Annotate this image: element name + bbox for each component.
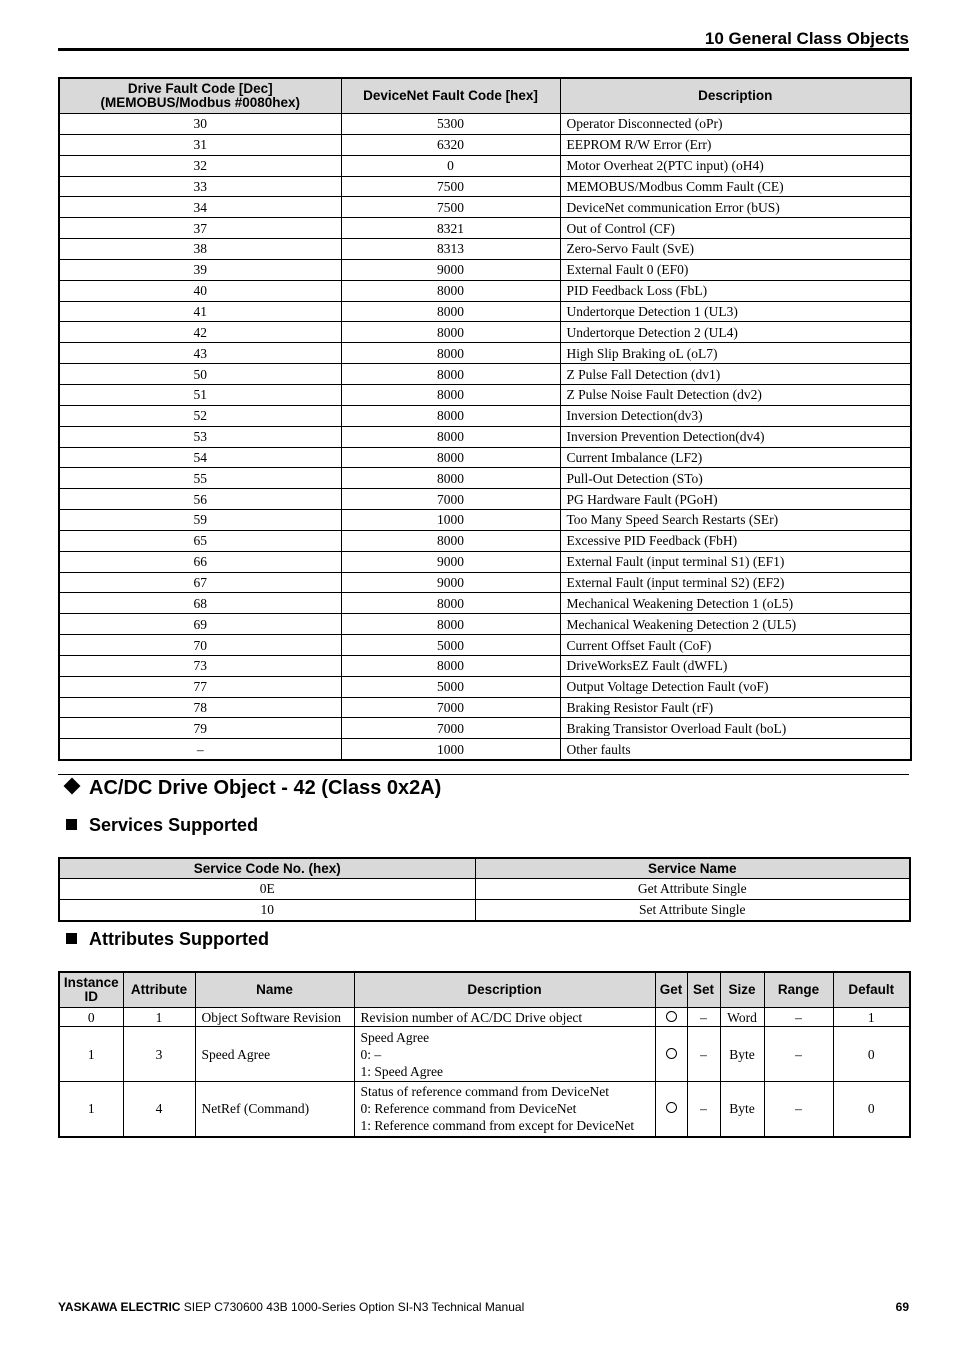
header-line-1: Instance <box>63 975 119 990</box>
description-cell: Too Many Speed Search Restarts (SEr) <box>560 510 911 531</box>
table-row <box>59 530 911 551</box>
devicenet-fault-code-cell: 7000 <box>341 718 560 739</box>
table-row <box>59 739 911 760</box>
drive-fault-code-cell: 77 <box>59 676 341 697</box>
table-row <box>59 114 911 135</box>
service-code-cell: 10 <box>59 900 475 922</box>
devicenet-fault-code-cell: 9000 <box>341 551 560 572</box>
attributes-heading <box>66 929 269 950</box>
table-row <box>59 635 911 656</box>
drive-fault-code-cell: 68 <box>59 593 341 614</box>
devicenet-fault-code-cell: 5000 <box>341 635 560 656</box>
devicenet-fault-code-cell: 8000 <box>341 530 560 551</box>
section-title: 10 General Class Objects <box>704 29 909 48</box>
description-cell: Mechanical Weakening Detection 1 (oL5) <box>560 593 911 614</box>
description-cell: EEPROM R/W Error (Err) <box>560 134 911 155</box>
description-line: 1: Reference command from except for DeviceNet <box>360 1118 635 1134</box>
description-cell: PID Feedback Loss (FbL) <box>560 280 911 301</box>
table-row <box>59 155 911 176</box>
section-heading-text: AC/DC Drive Object - 42 (Class 0x2A) <box>89 777 442 799</box>
table-row <box>59 614 911 635</box>
attribute-cell: 1 <box>123 1008 195 1027</box>
get-cell <box>655 1008 687 1027</box>
devicenet-fault-code-cell: 1000 <box>341 739 560 760</box>
description-cell: External Fault (input terminal S1) (EF1) <box>560 551 911 572</box>
table-row <box>59 593 911 614</box>
devicenet-fault-code-cell: 9000 <box>341 572 560 593</box>
name-cell: NetRef (Command) <box>195 1082 354 1137</box>
description-cell: Zero-Servo Fault (SvE) <box>560 239 911 260</box>
col-description: Description <box>354 972 655 1008</box>
table-row <box>59 405 911 426</box>
col-default: Default <box>833 972 910 1008</box>
devicenet-fault-code-cell: 8000 <box>341 614 560 635</box>
drive-fault-code-cell: 54 <box>59 447 341 468</box>
services-heading <box>66 815 258 836</box>
description-cell: External Fault 0 (EF0) <box>560 259 911 280</box>
services-heading-text: Services Supported <box>89 815 259 835</box>
drive-fault-code-cell: 69 <box>59 614 341 635</box>
size-cell: Word <box>720 1008 764 1027</box>
devicenet-fault-code-cell: 8000 <box>341 468 560 489</box>
description-cell: Braking Transistor Overload Fault (boL) <box>560 718 911 739</box>
services-table <box>58 857 911 922</box>
attributes-table <box>58 971 911 1138</box>
table-row <box>59 510 911 531</box>
devicenet-fault-code-cell: 7000 <box>341 489 560 510</box>
description-cell: Inversion Detection(dv3) <box>560 405 911 426</box>
footer-brand: YASKAWA ELECTRIC <box>58 1300 181 1314</box>
devicenet-fault-code-cell: 8000 <box>341 593 560 614</box>
description-cell: Pull-Out Detection (STo) <box>560 468 911 489</box>
instance-id-cell: 1 <box>59 1082 123 1137</box>
description-cell: Excessive PID Feedback (FbH) <box>560 530 911 551</box>
drive-fault-code-cell: – <box>59 739 341 760</box>
drive-fault-code-cell: 52 <box>59 405 341 426</box>
service-name-cell: Get Attribute Single <box>475 879 910 900</box>
devicenet-fault-code-cell: 8000 <box>341 280 560 301</box>
set-cell: – <box>687 1082 720 1137</box>
fault-code-table <box>58 77 912 761</box>
table-header-row <box>59 78 911 114</box>
devicenet-fault-code-cell: 8000 <box>341 426 560 447</box>
col-range: Range <box>764 972 833 1008</box>
drive-fault-code-cell: 41 <box>59 301 341 322</box>
description-line: 0: Reference command from DeviceNet <box>360 1101 577 1117</box>
drive-fault-code-cell: 66 <box>59 551 341 572</box>
table-row <box>59 426 911 447</box>
table-row <box>59 1008 910 1027</box>
table-row <box>59 384 911 405</box>
drive-fault-code-cell: 34 <box>59 197 341 218</box>
drive-fault-code-cell: 37 <box>59 218 341 239</box>
table-row <box>59 343 911 364</box>
get-cell <box>655 1027 687 1082</box>
col-size: Size <box>720 972 764 1008</box>
description-line: Speed Agree <box>360 1029 430 1045</box>
table-row <box>59 1027 910 1082</box>
description-line: 0: – <box>360 1046 382 1062</box>
set-cell: – <box>687 1008 720 1027</box>
default-cell: 0 <box>833 1027 910 1082</box>
square-bullet-icon <box>66 933 77 944</box>
devicenet-fault-code-cell: 8000 <box>341 447 560 468</box>
description-cell: Current Imbalance (LF2) <box>560 447 911 468</box>
devicenet-fault-code-cell: 1000 <box>341 510 560 531</box>
footer-doc-title: SIEP C730600 43B 1000-Series Option SI-N3 Technical Manual <box>180 1300 525 1314</box>
get-cell <box>655 1082 687 1137</box>
table-row <box>59 697 911 718</box>
attributes-heading-text: Attributes Supported <box>89 929 269 949</box>
section-rule <box>58 774 909 775</box>
col-service-code: Service Code No. (hex) <box>59 858 475 879</box>
devicenet-fault-code-cell: 5000 <box>341 676 560 697</box>
devicenet-fault-code-cell: 9000 <box>341 259 560 280</box>
name-cell: Object Software Revision <box>195 1008 354 1027</box>
drive-fault-code-cell: 32 <box>59 155 341 176</box>
table-row <box>59 551 911 572</box>
devicenet-fault-code-cell: 8000 <box>341 301 560 322</box>
description-cell: Motor Overheat 2(PTC input) (oH4) <box>560 155 911 176</box>
page-header <box>58 28 909 51</box>
service-code-cell: 0E <box>59 879 475 900</box>
circle-icon <box>666 1048 677 1059</box>
description-cell: Inversion Prevention Detection(dv4) <box>560 426 911 447</box>
table-row <box>59 879 910 900</box>
devicenet-fault-code-cell: 6320 <box>341 134 560 155</box>
default-cell: 1 <box>833 1008 910 1027</box>
default-cell: 0 <box>833 1082 910 1137</box>
table-row <box>59 134 911 155</box>
table-row <box>59 259 911 280</box>
description-cell <box>354 1082 655 1137</box>
drive-fault-code-cell: 39 <box>59 259 341 280</box>
drive-fault-code-cell: 79 <box>59 718 341 739</box>
col-attribute: Attribute <box>123 972 195 1008</box>
drive-fault-code-cell: 50 <box>59 364 341 385</box>
table-row <box>59 655 911 676</box>
description-cell: DeviceNet communication Error (bUS) <box>560 197 911 218</box>
table-row <box>59 489 911 510</box>
drive-fault-code-cell: 33 <box>59 176 341 197</box>
size-cell: Byte <box>720 1082 764 1137</box>
drive-fault-code-cell: 55 <box>59 468 341 489</box>
description-line: 1: Speed Agree <box>360 1063 443 1079</box>
drive-fault-code-cell: 59 <box>59 510 341 531</box>
col-service-name: Service Name <box>475 858 910 879</box>
devicenet-fault-code-cell: 8000 <box>341 405 560 426</box>
devicenet-fault-code-cell: 8000 <box>341 343 560 364</box>
header-line-1: Drive Fault Code [Dec] <box>127 81 273 96</box>
devicenet-fault-code-cell: 8000 <box>341 655 560 676</box>
description-cell: DriveWorksEZ Fault (dWFL) <box>560 655 911 676</box>
table-row <box>59 322 911 343</box>
description-cell: Mechanical Weakening Detection 2 (UL5) <box>560 614 911 635</box>
table-row <box>59 280 911 301</box>
col-devicenet-fault-code: DeviceNet Fault Code [hex] <box>341 78 560 114</box>
table-row <box>59 301 911 322</box>
table-header-row <box>59 972 910 1008</box>
description-cell: Undertorque Detection 1 (UL3) <box>560 301 911 322</box>
description-line: Status of reference command from DeviceNet <box>360 1084 610 1100</box>
description-cell: Out of Control (CF) <box>560 218 911 239</box>
drive-fault-code-cell: 38 <box>59 239 341 260</box>
description-cell: Z Pulse Noise Fault Detection (dv2) <box>560 384 911 405</box>
attribute-cell: 3 <box>123 1027 195 1082</box>
table-row <box>59 900 910 922</box>
header-line-2: ID <box>84 989 98 1004</box>
drive-fault-code-cell: 65 <box>59 530 341 551</box>
description-cell: PG Hardware Fault (PGoH) <box>560 489 911 510</box>
header-line-2: (MEMOBUS/Modbus #0080hex) <box>100 95 301 110</box>
devicenet-fault-code-cell: 8313 <box>341 239 560 260</box>
table-row <box>59 468 911 489</box>
drive-fault-code-cell: 67 <box>59 572 341 593</box>
description-cell: Output Voltage Detection Fault (voF) <box>560 676 911 697</box>
table-row <box>59 239 911 260</box>
description-cell: Current Offset Fault (CoF) <box>560 635 911 656</box>
drive-fault-code-cell: 70 <box>59 635 341 656</box>
set-cell: – <box>687 1027 720 1082</box>
col-name: Name <box>195 972 354 1008</box>
drive-fault-code-cell: 56 <box>59 489 341 510</box>
description-cell: Z Pulse Fall Detection (dv1) <box>560 364 911 385</box>
col-drive-fault-code <box>59 78 341 114</box>
devicenet-fault-code-cell: 8000 <box>341 364 560 385</box>
devicenet-fault-code-cell: 7000 <box>341 697 560 718</box>
description-cell: MEMOBUS/Modbus Comm Fault (CE) <box>560 176 911 197</box>
page-footer <box>58 1300 909 1314</box>
col-get: Get <box>655 972 687 1008</box>
table-row <box>59 218 911 239</box>
description-cell: Other faults <box>560 739 911 760</box>
circle-icon <box>666 1102 677 1113</box>
drive-fault-code-cell: 30 <box>59 114 341 135</box>
name-cell: Speed Agree <box>195 1027 354 1082</box>
devicenet-fault-code-cell: 0 <box>341 155 560 176</box>
section-heading <box>62 777 441 800</box>
page-number: 69 <box>895 1300 909 1314</box>
range-cell: – <box>764 1082 833 1137</box>
table-row <box>59 197 911 218</box>
devicenet-fault-code-cell: 5300 <box>341 114 560 135</box>
diamond-bullet-icon <box>64 778 81 795</box>
col-instance-id <box>59 972 123 1008</box>
drive-fault-code-cell: 43 <box>59 343 341 364</box>
table-row <box>59 447 911 468</box>
devicenet-fault-code-cell: 7500 <box>341 197 560 218</box>
service-name-cell: Set Attribute Single <box>475 900 910 922</box>
table-row <box>59 572 911 593</box>
drive-fault-code-cell: 51 <box>59 384 341 405</box>
table-row <box>59 718 911 739</box>
col-set: Set <box>687 972 720 1008</box>
table-row <box>59 364 911 385</box>
drive-fault-code-cell: 40 <box>59 280 341 301</box>
range-cell: – <box>764 1008 833 1027</box>
drive-fault-code-cell: 42 <box>59 322 341 343</box>
drive-fault-code-cell: 31 <box>59 134 341 155</box>
table-header-row <box>59 858 910 879</box>
description-cell: Operator Disconnected (oPr) <box>560 114 911 135</box>
drive-fault-code-cell: 53 <box>59 426 341 447</box>
description-cell: External Fault (input terminal S2) (EF2) <box>560 572 911 593</box>
attribute-cell: 4 <box>123 1082 195 1137</box>
table-row <box>59 176 911 197</box>
drive-fault-code-cell: 78 <box>59 697 341 718</box>
table-row <box>59 1082 910 1137</box>
instance-id-cell: 1 <box>59 1027 123 1082</box>
description-cell: Undertorque Detection 2 (UL4) <box>560 322 911 343</box>
description-cell <box>354 1027 655 1082</box>
description-line: Revision number of AC/DC Drive object <box>360 1009 583 1025</box>
circle-icon <box>666 1011 677 1022</box>
description-cell: Braking Resistor Fault (rF) <box>560 697 911 718</box>
devicenet-fault-code-cell: 8321 <box>341 218 560 239</box>
col-description: Description <box>560 78 911 114</box>
size-cell: Byte <box>720 1027 764 1082</box>
range-cell: – <box>764 1027 833 1082</box>
description-cell: High Slip Braking oL (oL7) <box>560 343 911 364</box>
devicenet-fault-code-cell: 8000 <box>341 384 560 405</box>
devicenet-fault-code-cell: 8000 <box>341 322 560 343</box>
table-row <box>59 676 911 697</box>
instance-id-cell: 0 <box>59 1008 123 1027</box>
description-cell <box>354 1008 655 1027</box>
devicenet-fault-code-cell: 7500 <box>341 176 560 197</box>
drive-fault-code-cell: 73 <box>59 655 341 676</box>
square-bullet-icon <box>66 819 77 830</box>
